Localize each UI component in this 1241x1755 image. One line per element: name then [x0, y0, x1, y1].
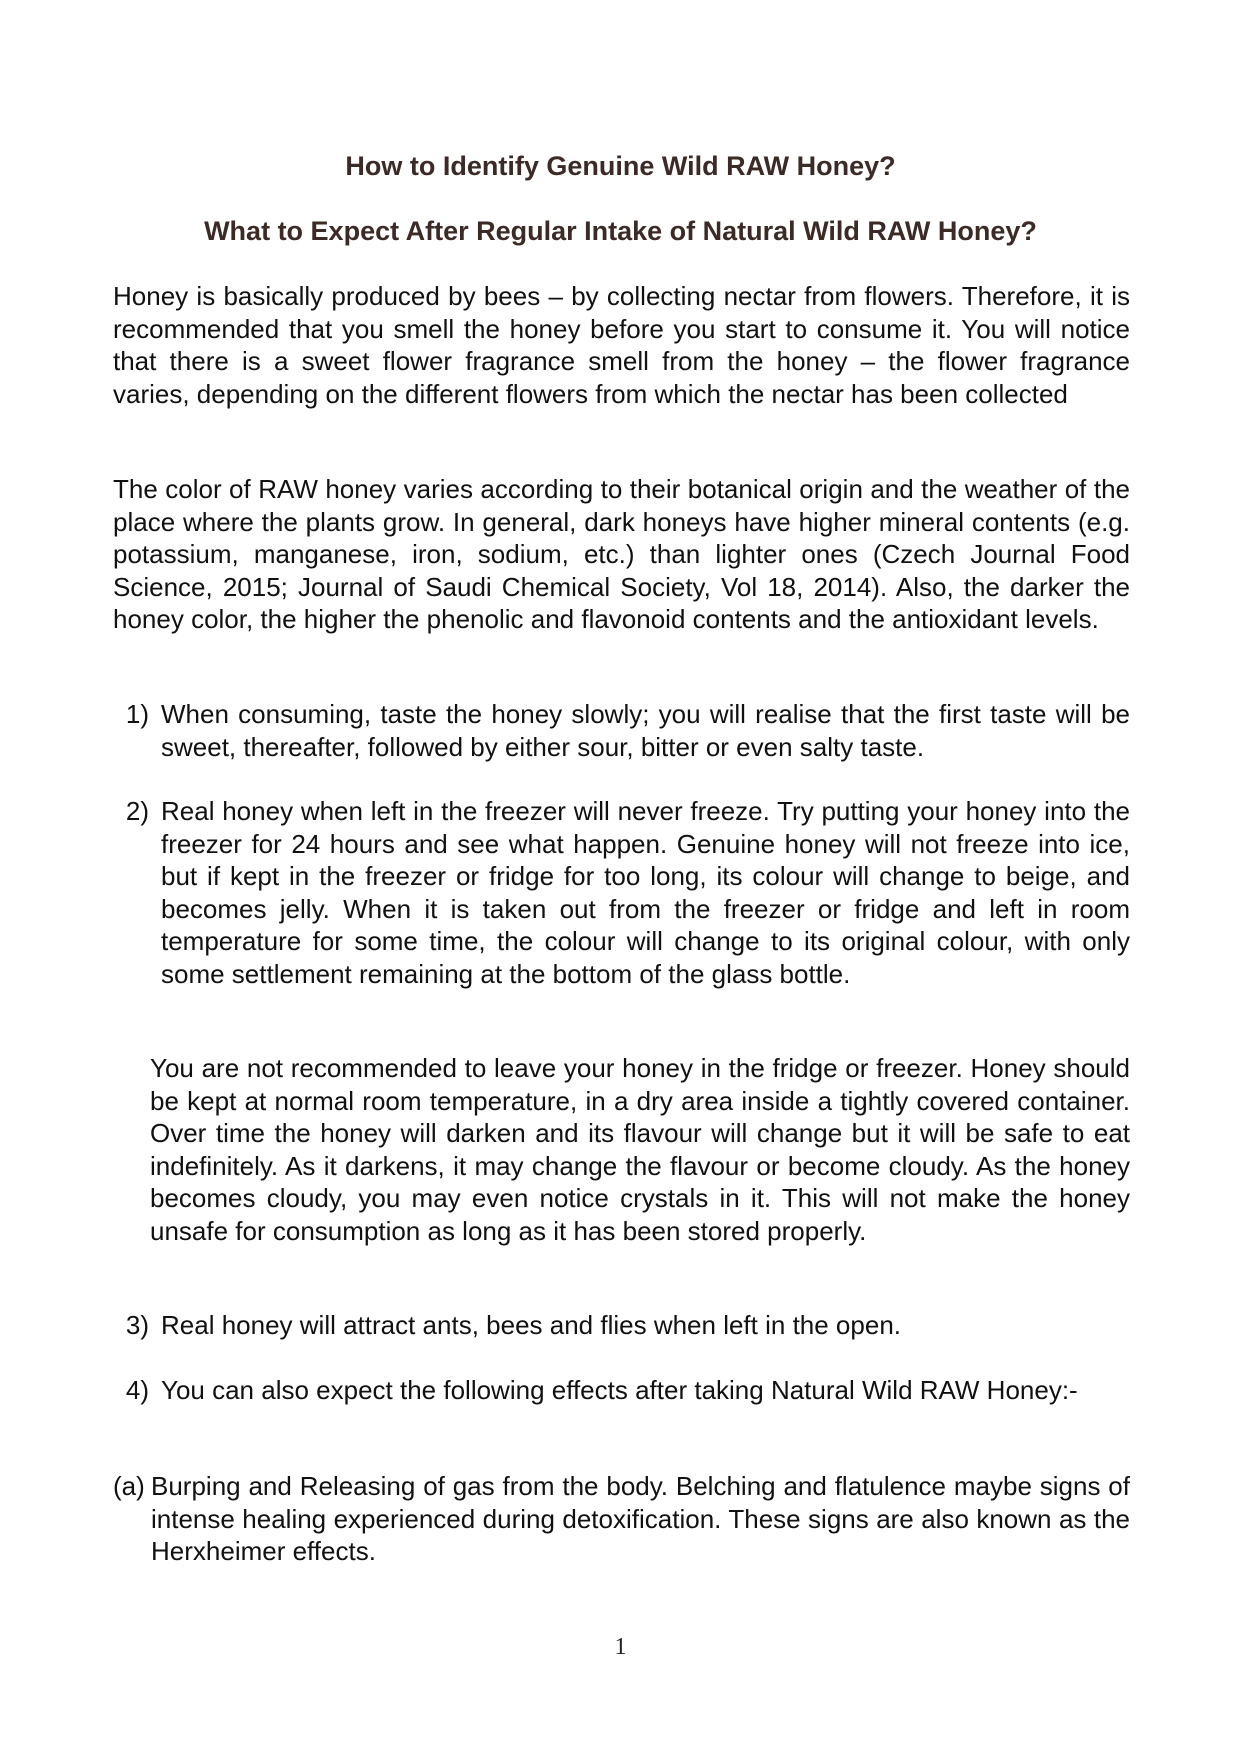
- list-item-number: 2): [125, 796, 149, 826]
- page-title: How to Identify Genuine Wild RAW Honey?: [345, 151, 896, 181]
- list-item-text: Real honey when left in the freezer will never freeze. Try putting your honey into the freezer for 24 hours and see what happen. Genuine honey will not freeze into ice, but if kept in the freezer or fridge for too long, its colour will change to beige, and becomes jelly. When it is taken out from the freezer or fridge and left in room temperature for some time, the colour will change to its original colour, with only some settlement remaining at the bottom of the glass bottle.: [161, 796, 1130, 989]
- sub-list-item-text: Burping and Releasing of gas from the body. Belching and flatulence maybe signs of intense healing experienced during detoxification. These signs are also known as the Herxheimer effects.: [151, 1471, 1130, 1566]
- list-item-text: When consuming, taste the honey slowly; you will realise that the first taste will be sweet, thereafter, followed by either sour, bitter or even salty taste.: [161, 699, 1130, 762]
- intro-paragraph: Honey is basically produced by bees – by collecting nectar from flowers. Therefore, it is recommended that you smell the honey before you start to consume it. You will notice that there is a sweet flower fragrance smell from the honey – the flower fragrance varies, depending on the different flowers from which the nectar has been collected: [113, 281, 1130, 409]
- list-item: [113, 795, 1130, 990]
- list-item: [113, 1374, 1130, 1407]
- list-item: [113, 698, 1130, 763]
- page-subtitle: What to Expect After Regular Intake of Natural Wild RAW Honey?: [204, 216, 1037, 246]
- list-item-text: You can also expect the following effects after taking Natural Wild RAW Honey:-: [161, 1375, 1078, 1405]
- page-number: 1: [614, 1634, 627, 1660]
- list-item-number: 4): [125, 1375, 149, 1405]
- sub-list-item-label: (a): [113, 1471, 145, 1501]
- storage-note: You are not recommended to leave your honey in the fridge or freezer. Honey should be kept at normal room temperature, in a dry area inside a tightly covered container. Over time the honey will darken and its flavour will change but it will be safe to eat indefinitely. As it darkens, it may change the flavour or become cloudy. As the honey becomes cloudy, you may even notice crystals in it. This will not make the honey unsafe for consumption as long as it has been stored properly.: [150, 1053, 1130, 1246]
- list-item-number: 3): [125, 1310, 149, 1340]
- list-item-text: Real honey will attract ants, bees and flies when left in the open.: [161, 1310, 901, 1340]
- list-item-number: 1): [125, 699, 149, 729]
- list-item: [113, 1309, 1130, 1342]
- intro-paragraph: The color of RAW honey varies according to their botanical origin and the weather of the place where the plants grow. In general, dark honeys have higher mineral contents (e.g. potassium, manganese, iron, sodium, etc.) than lighter ones (Czech Journal Food Science, 2015; Journal of Saudi Chemical Society, Vol 18, 2014). Also, the darker the honey color, the higher the phenolic and flavonoid contents and the antioxidant levels.: [113, 474, 1130, 634]
- sub-list-item: [113, 1470, 1130, 1568]
